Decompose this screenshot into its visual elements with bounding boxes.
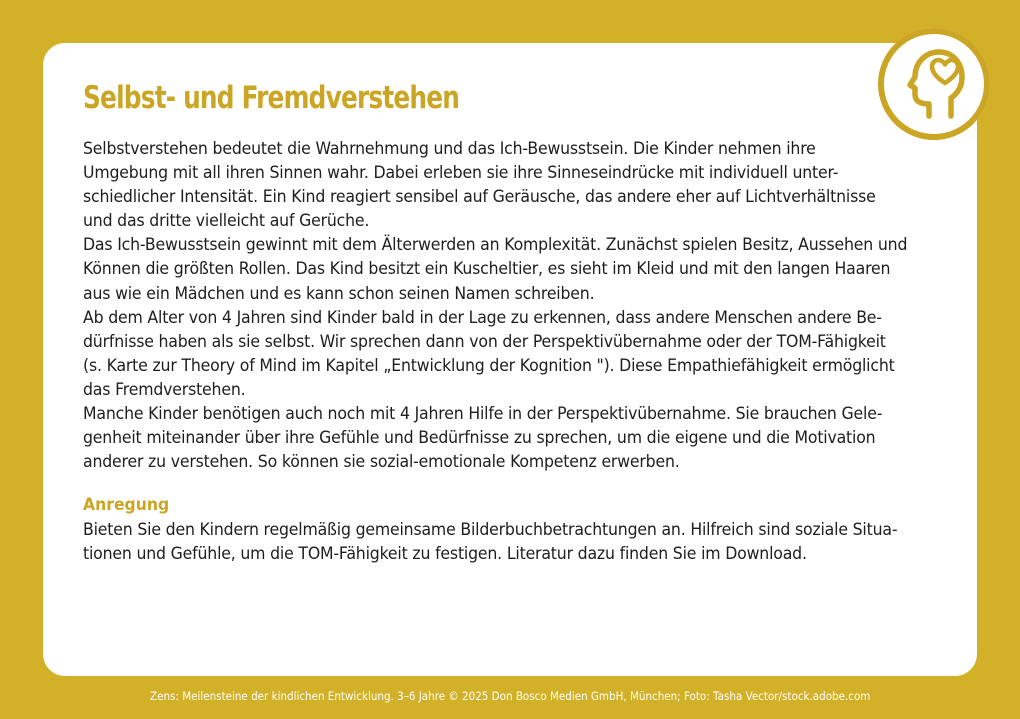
subheading-anregung: Anregung [83,495,170,515]
body-line: genheit miteinander über ihre Gefühle und Bedürfnisse zu sprechen, um die eigene und die Motivation [83,428,876,449]
hint-line: Bieten Sie den Kindern regelmäßig gemeinsame Bilderbuchbetrachtungen an. Hilfreich sind soziale Situa- [83,520,898,540]
hint-text [83,518,963,566]
hint-line: tionen und Gefühle, um die TOM-Fähigkeit zu festigen. Literatur dazu finden Sie im Download. [83,544,807,565]
body-line: Umgebung mit all ihren Sinnen wahr. Dabei erleben sie ihre Sinneseindrücke mit individuell unter- [83,163,839,184]
body-line: dürfnisse haben als sie selbst. Wir sprechen dann von der Perspektivübernahme oder der TOM-Fähigkeit [83,331,886,352]
body-line: (s. Karte zur Theory of Mind im Kapitel „Entwicklung der Kognition "). Diese Empathiefähigkeit ermöglicht [83,355,895,376]
body-line: Das Ich-Bewusstsein gewinnt mit dem Älterwerden an Komplexität. Zunächst spielen Besitz, Aussehen und [83,235,908,256]
footer-credit-text: Zens: Meilensteine der kindlichen Entwicklung. 3–6 Jahre © 2025 Don Bosco Medien GmbH, München; Foto: Tasha Vector/stock.adobe.com [149,689,871,703]
body-line: schiedlicher Intensität. Ein Kind reagiert sensibel auf Geräusche, das andere eher auf Lichtverhältnisse [83,187,876,208]
footer-credit [0,688,1020,704]
head-with-heart-icon [877,27,991,141]
body-line: und das dritte vielleicht auf Gerüche. [83,211,370,232]
body-line: aus wie ein Mädchen und es kann schon seinen Namen schreiben. [83,283,595,304]
body-line: Können die größten Rollen. Das Kind besitzt ein Kuscheltier, es sieht im Kleid und mit den langen Haaren [83,259,891,280]
body-line: das Fremdverstehen. [83,379,246,400]
body-line: Selbstverstehen bedeutet die Wahrnehmung und das Ich-Bewusstsein. Die Kinder nehmen ihre [83,139,816,159]
body-line: Ab dem Alter von 4 Jahren sind Kinder bald in der Lage zu erkennen, dass andere Menschen andere Be- [83,307,882,328]
body-line: anderer zu verstehen. So können sie sozial-emotionale Kompetenz erwerben. [83,452,680,473]
page-title: Selbst- und Fremdverstehen [83,80,460,116]
body-line: Manche Kinder benötigen auch noch mit 4 Jahren Hilfe in der Perspektivübernahme. Sie brauchen Gele- [83,404,883,425]
body-text [83,137,963,474]
